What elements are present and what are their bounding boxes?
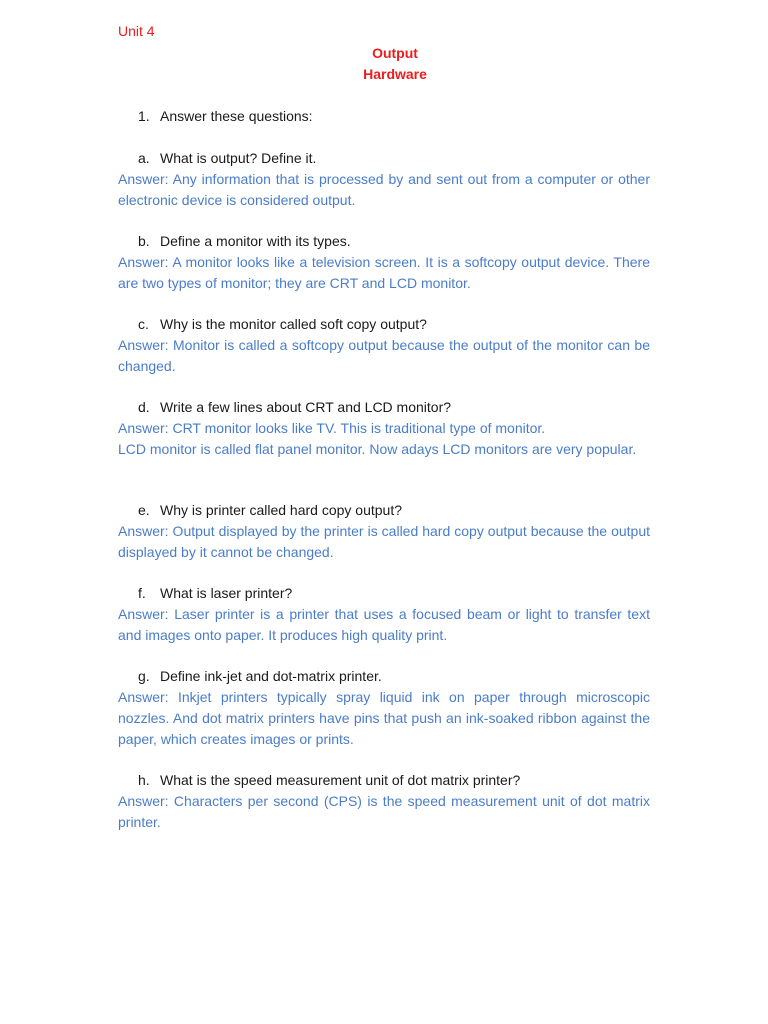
page-title-line1: Output xyxy=(372,45,418,61)
answer-d-continued: LCD monitor is called flat panel monitor. Now adays LCD monitors are very popular. xyxy=(118,441,637,457)
answer-a: Answer: Any information that is processed by and sent out from a computer or other electronic device is considered output. xyxy=(118,171,650,208)
question-g xyxy=(138,666,650,686)
answer-d: Answer: CRT monitor looks like TV. This is traditional type of monitor. xyxy=(118,420,546,436)
page-title-line2: Hardware xyxy=(363,66,427,82)
question-letter: c. xyxy=(138,316,149,332)
question-text: Define ink-jet and dot-matrix printer. xyxy=(160,668,382,684)
main-question xyxy=(138,106,313,126)
qa-item-f xyxy=(118,583,650,646)
main-question-text: Answer these questions: xyxy=(160,108,313,124)
question-text: What is laser printer? xyxy=(160,585,293,601)
question-letter: d. xyxy=(138,399,150,415)
question-letter: f. xyxy=(138,585,146,601)
answer-b: Answer: A monitor looks like a television screen. It is a softcopy output device. There are two types of monitor; they are CRT and LCD monitor. xyxy=(118,254,650,291)
qa-item-d xyxy=(118,397,650,460)
unit-label: Unit 4 xyxy=(118,23,155,39)
question-letter: b. xyxy=(138,233,150,249)
qa-item-a xyxy=(118,148,650,211)
qa-item-h xyxy=(118,770,650,833)
question-a xyxy=(138,148,650,168)
question-letter: g. xyxy=(138,668,150,684)
qa-item-g xyxy=(118,666,650,750)
question-letter: e. xyxy=(138,502,150,518)
question-text: Write a few lines about CRT and LCD monitor? xyxy=(160,399,452,415)
answer-g: Answer: Inkjet printers typically spray liquid ink on paper through microscopic nozzles. And dot matrix printers have pins that push an ink-soaked ribbon against the paper, which creates images or prints. xyxy=(118,689,650,747)
answer-h: Answer: Characters per second (CPS) is the speed measurement unit of dot matrix printer. xyxy=(118,793,650,830)
question-letter: a. xyxy=(138,150,150,166)
question-d xyxy=(138,397,650,417)
question-b xyxy=(138,231,650,251)
question-c xyxy=(138,314,650,334)
qa-item-e xyxy=(118,500,650,563)
qa-item-c xyxy=(118,314,650,377)
question-text: Define a monitor with its types. xyxy=(160,233,351,249)
question-h xyxy=(138,770,650,790)
question-text: Why is printer called hard copy output? xyxy=(160,502,403,518)
main-question-number: 1. xyxy=(138,108,150,124)
question-text: Why is the monitor called soft copy output? xyxy=(160,316,427,332)
question-text: What is output? Define it. xyxy=(160,150,317,166)
question-e xyxy=(138,500,650,520)
answer-e: Answer: Output displayed by the printer is called hard copy output because the output displayed by it cannot be changed. xyxy=(118,523,650,560)
question-text: What is the speed measurement unit of dot matrix printer? xyxy=(160,772,521,788)
question-f xyxy=(138,583,650,603)
answer-f: Answer: Laser printer is a printer that uses a focused beam or light to transfer text and images onto paper. It produces high quality print. xyxy=(118,606,650,643)
answer-c: Answer: Monitor is called a softcopy output because the output of the monitor can be changed. xyxy=(118,337,650,374)
qa-item-b xyxy=(118,231,650,294)
question-letter: h. xyxy=(138,772,150,788)
